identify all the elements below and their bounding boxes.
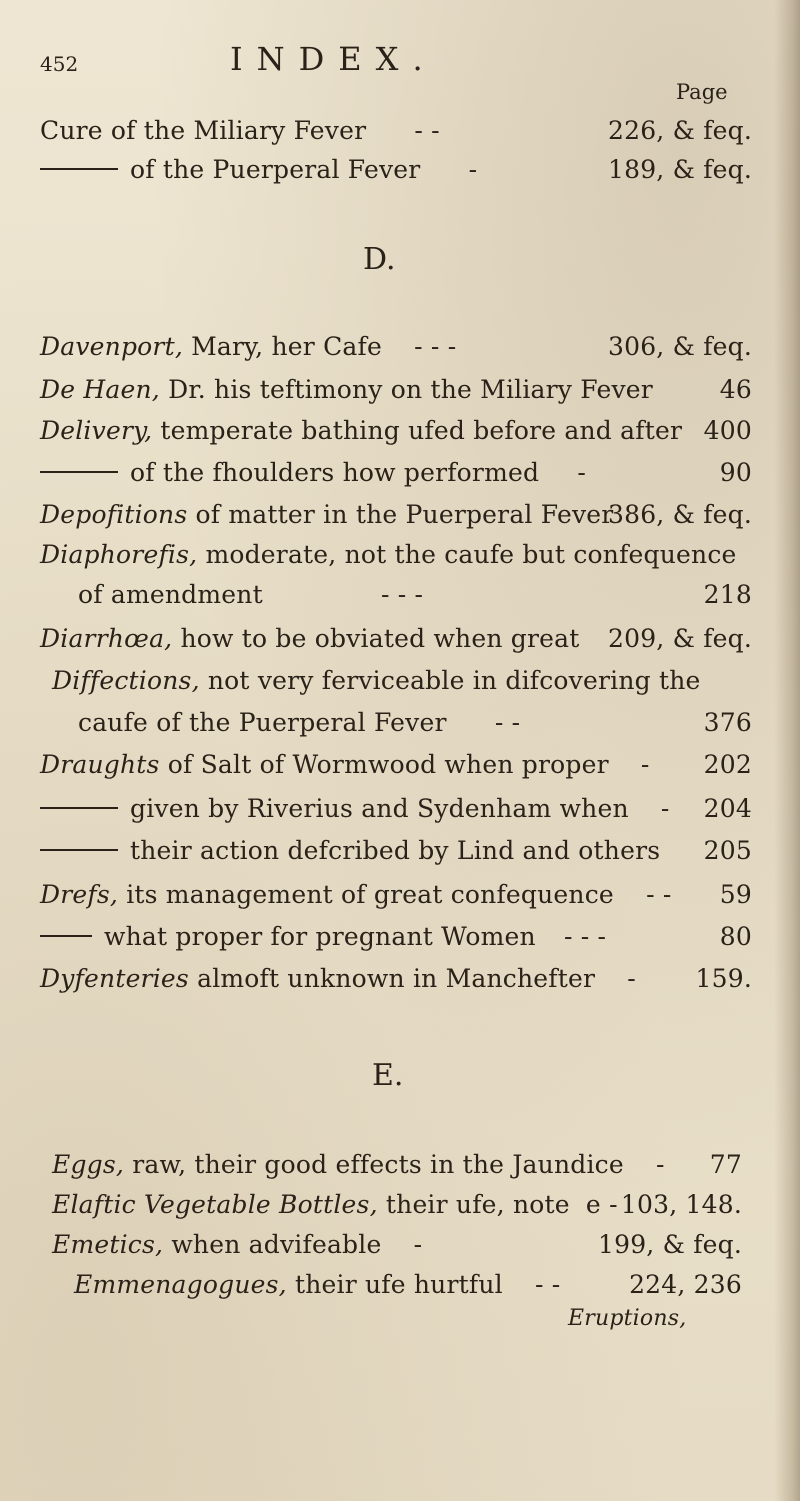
entry-reference: 77 bbox=[709, 1150, 742, 1179]
ditto-dash bbox=[40, 168, 118, 170]
entry-text: of matter in the Puerperal Fever bbox=[195, 500, 614, 529]
entry-dashes: - - bbox=[646, 880, 672, 909]
entry-reference: 80 bbox=[719, 922, 752, 951]
entry-head: Davenport, bbox=[40, 332, 183, 361]
entry-text: of amendment bbox=[78, 580, 263, 609]
index-entry bbox=[52, 1150, 665, 1179]
entry-text: not very ferviceable in difcovering the bbox=[207, 666, 701, 695]
entry-head: Emetics, bbox=[52, 1230, 164, 1259]
entry-reference: 46 bbox=[719, 375, 752, 404]
index-entry bbox=[40, 500, 613, 529]
entry-reference: 202 bbox=[703, 750, 752, 779]
entry-reference: 103, 148. bbox=[620, 1190, 742, 1219]
section-letter-d: D. bbox=[363, 242, 396, 277]
entry-text: temperate bathing ufed before and after bbox=[160, 416, 683, 445]
entry-text: caufe of the Puerperal Fever bbox=[78, 708, 447, 737]
entry-reference: 400 bbox=[703, 416, 752, 445]
index-entry bbox=[78, 580, 423, 609]
entry-head: Diarrhœa, bbox=[40, 624, 173, 653]
entry-dashes: - bbox=[577, 458, 586, 487]
entry-head: Depofitions bbox=[40, 500, 188, 529]
entry-head: Eggs, bbox=[52, 1150, 125, 1179]
index-entry bbox=[40, 332, 456, 361]
entry-head: Drefs, bbox=[40, 880, 119, 909]
index-entry bbox=[78, 708, 520, 737]
entry-text: almoft unknown in Manchefter bbox=[197, 964, 596, 993]
entry-text: Cure of the Miliary Fever bbox=[40, 116, 367, 145]
index-entry bbox=[40, 116, 440, 145]
entry-text: how to be obviated when great bbox=[180, 624, 580, 653]
index-entry bbox=[40, 624, 580, 653]
entry-text: of the fhoulders how performed bbox=[130, 458, 540, 487]
entry-reference: 189, & feq. bbox=[607, 155, 752, 184]
entry-reference: 218 bbox=[703, 580, 752, 609]
entry-reference: 59 bbox=[719, 880, 752, 909]
entry-dashes: - bbox=[627, 964, 636, 993]
entry-head: De Haen, bbox=[40, 375, 160, 404]
index-entry bbox=[52, 1190, 618, 1219]
ditto-dash bbox=[40, 849, 118, 851]
entry-dashes: - bbox=[468, 155, 478, 184]
entry-text: Dr. his teftimony on the Miliary Fever bbox=[168, 375, 653, 404]
entry-reference: 224, 236 bbox=[629, 1270, 742, 1299]
entry-text: their ufe, note bbox=[385, 1190, 570, 1219]
entry-text: what proper for pregnant Women bbox=[104, 922, 536, 951]
entry-head: Elaftic Vegetable Bottles, bbox=[52, 1190, 378, 1219]
entry-reference: 209, & feq. bbox=[607, 624, 752, 653]
index-entry bbox=[40, 458, 586, 487]
page-column-label: Page bbox=[676, 80, 728, 104]
index-entry bbox=[74, 1270, 560, 1299]
entry-dashes: - - - bbox=[414, 332, 457, 361]
entry-text: of the Puerperal Fever bbox=[130, 155, 421, 184]
ditto-dash bbox=[40, 807, 118, 809]
entry-head: Emmenagogues, bbox=[74, 1270, 287, 1299]
entry-reference: 204 bbox=[703, 794, 752, 823]
catchword: Eruptions, bbox=[568, 1306, 687, 1331]
entry-text: raw, their good effects in the Jaundice bbox=[132, 1150, 624, 1179]
index-entry bbox=[40, 836, 660, 865]
entry-text: Mary, her Cafe bbox=[191, 332, 382, 361]
index-entry bbox=[40, 964, 636, 993]
index-entry bbox=[40, 794, 670, 823]
entry-head: Diffections, bbox=[52, 666, 200, 695]
entry-reference: 159. bbox=[695, 964, 752, 993]
entry-dashes: - - bbox=[414, 116, 440, 145]
entry-reference: 199, & feq. bbox=[597, 1230, 742, 1259]
entry-dashes: - - bbox=[535, 1270, 561, 1299]
entry-dashes: - bbox=[640, 750, 650, 779]
entry-reference: 376 bbox=[703, 708, 752, 737]
ditto-dash bbox=[40, 935, 92, 937]
entry-dashes: - bbox=[660, 794, 670, 823]
index-entry bbox=[52, 1230, 422, 1259]
page-title: INDEX. bbox=[230, 40, 437, 78]
page-edge-shadow bbox=[774, 0, 800, 1501]
entry-text: given by Riverius and Sydenham when bbox=[130, 794, 629, 823]
entry-head: Draughts bbox=[40, 750, 160, 779]
entry-dashes: - bbox=[413, 1230, 423, 1259]
entry-dashes: - - bbox=[494, 708, 521, 737]
entry-text: their ufe hurtful bbox=[294, 1270, 503, 1299]
index-entry bbox=[40, 375, 653, 404]
entry-reference: 90 bbox=[719, 458, 752, 487]
index-entry bbox=[40, 922, 606, 951]
entry-reference: 386, & feq. bbox=[607, 500, 752, 529]
index-entry bbox=[40, 880, 672, 909]
entry-reference: 226, & feq. bbox=[607, 116, 752, 145]
ditto-dash bbox=[40, 471, 118, 473]
entry-reference: 205 bbox=[703, 836, 752, 865]
index-entry bbox=[40, 155, 477, 184]
entry-dashes: e - bbox=[585, 1190, 618, 1219]
entry-text: its management of great confequence bbox=[126, 880, 614, 909]
entry-head: Dyfenteries bbox=[40, 964, 189, 993]
index-entry bbox=[40, 750, 650, 779]
entry-text: of Salt of Wormwood when proper bbox=[167, 750, 609, 779]
entry-text: their action defcribed by Lind and others bbox=[130, 836, 661, 865]
index-entry bbox=[40, 416, 682, 445]
page-number: 452 bbox=[40, 52, 79, 76]
entry-head: Delivery, bbox=[40, 416, 153, 445]
entry-dashes: - - - bbox=[380, 580, 424, 609]
entry-head: Diaphorefis, bbox=[40, 540, 198, 569]
index-entry bbox=[40, 540, 737, 569]
entry-text: moderate, not the caufe but confequence bbox=[205, 540, 737, 569]
entry-dashes: - - - bbox=[563, 922, 607, 951]
entry-reference: 306, & feq. bbox=[607, 332, 752, 361]
entry-dashes: - bbox=[656, 1150, 665, 1179]
entry-text: when advifeable bbox=[171, 1230, 382, 1259]
section-letter-e: E. bbox=[372, 1058, 404, 1093]
index-entry bbox=[52, 666, 701, 695]
